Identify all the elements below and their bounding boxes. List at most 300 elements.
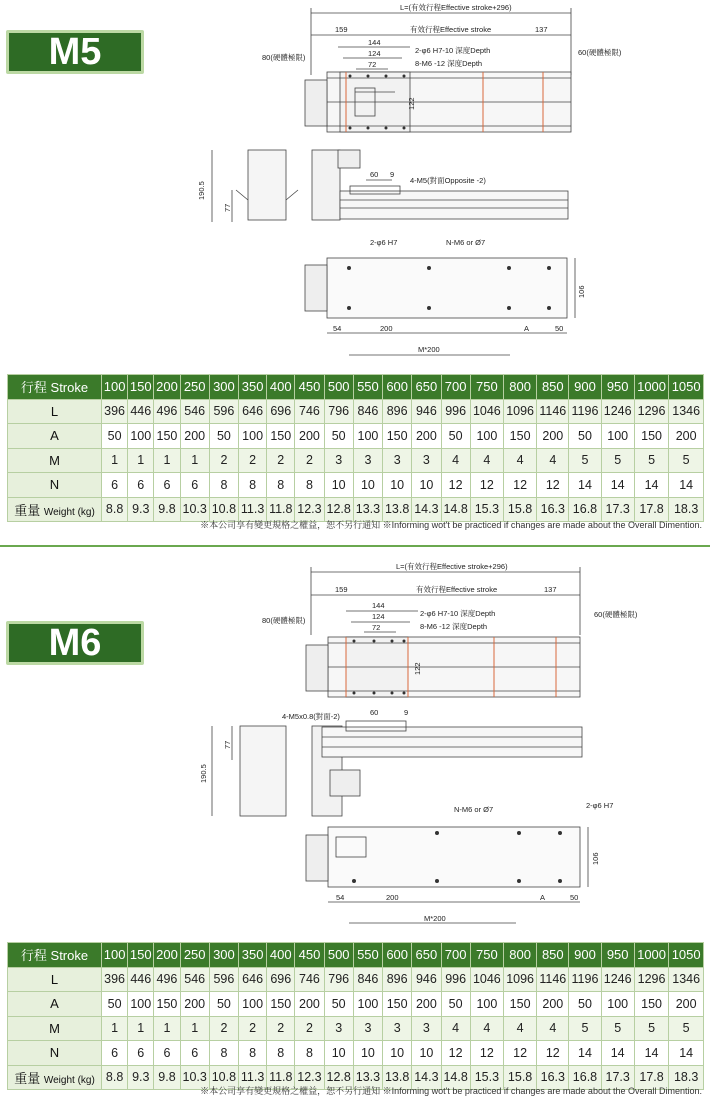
section-m5 bbox=[0, 0, 710, 545]
table-cell: 6 bbox=[128, 473, 154, 498]
row-label: L bbox=[8, 399, 102, 424]
table-cell: 6 bbox=[180, 473, 209, 498]
table-cell: 15.8 bbox=[503, 1065, 536, 1090]
dim-106: 106 bbox=[591, 852, 600, 865]
technical-drawing bbox=[0, 555, 710, 925]
dim-60: 60 bbox=[370, 708, 379, 717]
dim-124: 124 bbox=[368, 49, 381, 58]
table-cell: 17.8 bbox=[634, 497, 669, 522]
table-cell: 100 bbox=[353, 992, 382, 1017]
table-cell: 100 bbox=[239, 992, 267, 1017]
table-cell: 996 bbox=[441, 399, 470, 424]
stroke-cell: 100 bbox=[102, 943, 128, 968]
table-cell: 6 bbox=[180, 1041, 209, 1066]
dim-effective-stroke: 有效行程Effective stroke bbox=[410, 25, 492, 34]
table-cell: 12 bbox=[537, 473, 569, 498]
dim-a: A bbox=[524, 324, 530, 333]
table-cell: 12 bbox=[537, 1041, 569, 1066]
dim-159: 159 bbox=[335, 25, 348, 34]
table-cell: 746 bbox=[295, 967, 324, 992]
table-cell: 150 bbox=[634, 424, 669, 449]
stroke-cell: 1050 bbox=[669, 943, 704, 968]
table-cell: 3 bbox=[412, 448, 441, 473]
table-cell: 1196 bbox=[569, 399, 601, 424]
table-cell: 50 bbox=[441, 424, 470, 449]
row-label: L bbox=[8, 967, 102, 992]
table-cell: 1 bbox=[180, 1016, 209, 1041]
table-cell: 200 bbox=[669, 424, 704, 449]
table-cell: 50 bbox=[324, 424, 353, 449]
table-cell: 100 bbox=[353, 424, 382, 449]
table-cell: 846 bbox=[353, 967, 382, 992]
table-row-m bbox=[8, 1016, 704, 1041]
table-cell: 150 bbox=[503, 424, 536, 449]
callout-hole-a: 2-φ6 H7-10 深度Depth bbox=[415, 46, 491, 55]
dim-122: 122 bbox=[413, 662, 422, 675]
table-cell: 1 bbox=[128, 448, 154, 473]
stroke-cell: 150 bbox=[128, 943, 154, 968]
table-cell: 6 bbox=[154, 473, 180, 498]
table-cell: 10 bbox=[383, 473, 412, 498]
table-cell: 1146 bbox=[537, 399, 569, 424]
table-cell: 100 bbox=[470, 424, 503, 449]
table-cell: 15.8 bbox=[503, 497, 536, 522]
callout-side-hole: 4-M5(對面Opposite -2) bbox=[410, 176, 486, 185]
row-label: A bbox=[8, 992, 102, 1017]
stroke-cell: 500 bbox=[324, 375, 353, 400]
dim-60: 60 bbox=[370, 170, 379, 179]
table-cell: 1 bbox=[154, 1016, 180, 1041]
stroke-header-row bbox=[8, 375, 704, 400]
table-cell: 50 bbox=[569, 424, 601, 449]
callout-base-pin: 2-φ6 H7 bbox=[586, 801, 614, 810]
table-cell: 6 bbox=[102, 1041, 128, 1066]
stroke-label: 行程 Stroke bbox=[8, 375, 102, 400]
table-cell: 1 bbox=[102, 1016, 128, 1041]
dim-pitch: M*200 bbox=[424, 914, 446, 923]
table-cell: 3 bbox=[324, 1016, 353, 1041]
table-cell: 2 bbox=[239, 1016, 267, 1041]
row-label: M bbox=[8, 448, 102, 473]
table-cell: 200 bbox=[295, 992, 324, 1017]
table-cell: 12.3 bbox=[295, 1065, 324, 1090]
dim-159: 159 bbox=[335, 585, 348, 594]
table-cell: 646 bbox=[239, 399, 267, 424]
table-cell: 13.3 bbox=[353, 1065, 382, 1090]
table-cell: 496 bbox=[154, 967, 180, 992]
table-cell: 14.3 bbox=[412, 497, 441, 522]
dim-total-length: L=(有效行程Effective stroke+296) bbox=[400, 3, 512, 12]
model-badge: M6 bbox=[6, 621, 144, 665]
table-cell: 12.3 bbox=[295, 497, 324, 522]
table-cell: 13.8 bbox=[383, 497, 412, 522]
stroke-cell: 450 bbox=[295, 375, 324, 400]
stroke-cell: 650 bbox=[412, 375, 441, 400]
table-cell: 6 bbox=[154, 1041, 180, 1066]
row-label bbox=[8, 1065, 102, 1090]
table-cell: 100 bbox=[601, 992, 634, 1017]
table-cell: 150 bbox=[154, 424, 180, 449]
dim-9: 9 bbox=[404, 708, 409, 717]
dim-54: 54 bbox=[336, 893, 345, 902]
stroke-cell: 350 bbox=[239, 943, 267, 968]
table-cell: 1 bbox=[180, 448, 209, 473]
table-row-l bbox=[8, 967, 704, 992]
table-cell: 1146 bbox=[537, 967, 569, 992]
stroke-cell: 750 bbox=[470, 375, 503, 400]
stroke-cell: 900 bbox=[569, 375, 601, 400]
table-cell: 10.8 bbox=[209, 497, 238, 522]
table-cell: 5 bbox=[669, 1016, 704, 1041]
table-cell: 14 bbox=[634, 473, 669, 498]
table-cell: 13.8 bbox=[383, 1065, 412, 1090]
stroke-cell: 500 bbox=[324, 943, 353, 968]
weight-label-small: Weight (kg) bbox=[43, 1074, 95, 1086]
table-cell: 9.3 bbox=[128, 1065, 154, 1090]
dim-pitch: M*200 bbox=[418, 345, 440, 354]
table-cell: 696 bbox=[267, 967, 295, 992]
table-cell: 50 bbox=[102, 992, 128, 1017]
table-cell: 11.8 bbox=[267, 497, 295, 522]
table-row-n bbox=[8, 1041, 704, 1066]
table-cell: 18.3 bbox=[669, 497, 704, 522]
table-cell: 8 bbox=[209, 473, 238, 498]
table-cell: 9.8 bbox=[154, 1065, 180, 1090]
table-cell: 596 bbox=[209, 399, 238, 424]
callout-hole-b: 8-M6 -12 深度Depth bbox=[415, 59, 483, 68]
stroke-cell: 300 bbox=[209, 943, 238, 968]
table-cell: 200 bbox=[180, 424, 209, 449]
table-cell: 17.3 bbox=[601, 497, 634, 522]
table-cell: 9.3 bbox=[128, 497, 154, 522]
stroke-cell: 850 bbox=[537, 375, 569, 400]
stroke-label: 行程 Stroke bbox=[8, 943, 102, 968]
stroke-cell: 100 bbox=[102, 375, 128, 400]
dim-106: 106 bbox=[577, 285, 586, 298]
table-row-l bbox=[8, 399, 704, 424]
stroke-cell: 550 bbox=[353, 943, 382, 968]
table-cell: 8 bbox=[267, 473, 295, 498]
table-cell: 200 bbox=[412, 424, 441, 449]
dim-144: 144 bbox=[372, 601, 385, 610]
stroke-cell: 200 bbox=[154, 375, 180, 400]
table-cell: 8 bbox=[239, 473, 267, 498]
table-cell: 5 bbox=[601, 448, 634, 473]
table-cell: 1046 bbox=[470, 967, 503, 992]
table-cell: 3 bbox=[383, 448, 412, 473]
dim-144: 144 bbox=[368, 38, 381, 47]
table-cell: 14.8 bbox=[441, 1065, 470, 1090]
table-cell: 15.3 bbox=[470, 497, 503, 522]
table-cell: 2 bbox=[267, 448, 295, 473]
stroke-cell: 700 bbox=[441, 943, 470, 968]
table-cell: 10 bbox=[324, 1041, 353, 1066]
table-row-m bbox=[8, 448, 704, 473]
table-cell: 1346 bbox=[669, 967, 704, 992]
table-row-a bbox=[8, 992, 704, 1017]
table-cell: 150 bbox=[267, 992, 295, 1017]
dim-50: 50 bbox=[555, 324, 564, 333]
stroke-cell: 1050 bbox=[669, 375, 704, 400]
table-cell: 10 bbox=[412, 1041, 441, 1066]
table-cell: 896 bbox=[383, 399, 412, 424]
callout-hole-a: 2-φ6 H7-10 深度Depth bbox=[420, 609, 496, 618]
table-cell: 546 bbox=[180, 399, 209, 424]
stroke-cell: 300 bbox=[209, 375, 238, 400]
dim-190: 190.5 bbox=[197, 181, 206, 200]
table-cell: 16.8 bbox=[569, 497, 601, 522]
table-row-n bbox=[8, 473, 704, 498]
table-cell: 14.3 bbox=[412, 1065, 441, 1090]
table-cell: 396 bbox=[102, 399, 128, 424]
table-cell: 446 bbox=[128, 399, 154, 424]
table-cell: 596 bbox=[209, 967, 238, 992]
row-label: M bbox=[8, 1016, 102, 1041]
spec-table bbox=[7, 942, 704, 1090]
table-cell: 4 bbox=[503, 1016, 536, 1041]
stroke-cell: 950 bbox=[601, 943, 634, 968]
table-row-a bbox=[8, 424, 704, 449]
model-badge: M5 bbox=[6, 30, 144, 74]
dim-200: 200 bbox=[386, 893, 399, 902]
table-cell: 10.8 bbox=[209, 1065, 238, 1090]
table-cell: 1096 bbox=[503, 967, 536, 992]
callout-side-hole: 4-M5x0.8(對面-2) bbox=[282, 712, 340, 721]
dim-77: 77 bbox=[223, 203, 232, 212]
table-cell: 12 bbox=[503, 1041, 536, 1066]
stroke-cell: 550 bbox=[353, 375, 382, 400]
table-cell: 946 bbox=[412, 399, 441, 424]
table-cell: 4 bbox=[503, 448, 536, 473]
section-m6 bbox=[0, 555, 710, 1100]
table-cell: 1046 bbox=[470, 399, 503, 424]
table-cell: 1196 bbox=[569, 967, 601, 992]
table-cell: 12 bbox=[470, 1041, 503, 1066]
table-cell: 11.8 bbox=[267, 1065, 295, 1090]
table-cell: 150 bbox=[383, 992, 412, 1017]
table-cell: 18.3 bbox=[669, 1065, 704, 1090]
table-cell: 16.3 bbox=[537, 497, 569, 522]
stroke-cell: 650 bbox=[412, 943, 441, 968]
row-label: N bbox=[8, 473, 102, 498]
table-cell: 17.3 bbox=[601, 1065, 634, 1090]
table-cell: 496 bbox=[154, 399, 180, 424]
table-cell: 896 bbox=[383, 967, 412, 992]
table-cell: 16.3 bbox=[537, 1065, 569, 1090]
right-limit-label: 60(硬體極限) bbox=[594, 610, 638, 619]
table-cell: 4 bbox=[470, 1016, 503, 1041]
table-cell: 4 bbox=[537, 448, 569, 473]
table-cell: 10.3 bbox=[180, 497, 209, 522]
table-cell: 14 bbox=[569, 473, 601, 498]
table-cell: 50 bbox=[324, 992, 353, 1017]
table-cell: 1246 bbox=[601, 399, 634, 424]
table-cell: 9.8 bbox=[154, 497, 180, 522]
left-limit-label: 80(硬體極限) bbox=[262, 53, 306, 62]
stroke-cell: 400 bbox=[267, 375, 295, 400]
stroke-cell: 600 bbox=[383, 943, 412, 968]
table-cell: 15.3 bbox=[470, 1065, 503, 1090]
table-cell: 14 bbox=[669, 473, 704, 498]
table-cell: 746 bbox=[295, 399, 324, 424]
spec-table bbox=[7, 374, 704, 522]
dim-122: 122 bbox=[407, 97, 416, 110]
table-cell: 12 bbox=[441, 1041, 470, 1066]
table-cell: 8 bbox=[239, 1041, 267, 1066]
table-cell: 12.8 bbox=[324, 1065, 353, 1090]
table-cell: 396 bbox=[102, 967, 128, 992]
table-cell: 4 bbox=[470, 448, 503, 473]
dim-total-length: L=(有效行程Effective stroke+296) bbox=[396, 562, 508, 571]
stroke-cell: 150 bbox=[128, 375, 154, 400]
callout-base-hole: N-M6 or Ø7 bbox=[454, 805, 494, 814]
row-label bbox=[8, 497, 102, 522]
dim-72: 72 bbox=[368, 60, 377, 69]
table-cell: 100 bbox=[601, 424, 634, 449]
table-cell: 8.8 bbox=[102, 497, 128, 522]
stroke-cell: 250 bbox=[180, 375, 209, 400]
stroke-cell: 700 bbox=[441, 375, 470, 400]
dim-50: 50 bbox=[570, 893, 579, 902]
table-cell: 8 bbox=[295, 473, 324, 498]
stroke-cell: 750 bbox=[470, 943, 503, 968]
table-cell: 50 bbox=[209, 992, 238, 1017]
table-cell: 1296 bbox=[634, 967, 669, 992]
table-cell: 14 bbox=[669, 1041, 704, 1066]
table-cell: 8 bbox=[209, 1041, 238, 1066]
table-cell: 200 bbox=[537, 992, 569, 1017]
dim-137: 137 bbox=[544, 585, 557, 594]
table-cell: 696 bbox=[267, 399, 295, 424]
table-cell: 50 bbox=[209, 424, 238, 449]
dim-9: 9 bbox=[390, 170, 395, 179]
table-cell: 14 bbox=[569, 1041, 601, 1066]
table-cell: 10.3 bbox=[180, 1065, 209, 1090]
table-cell: 100 bbox=[239, 424, 267, 449]
table-cell: 14 bbox=[601, 1041, 634, 1066]
dim-72: 72 bbox=[372, 623, 381, 632]
table-cell: 5 bbox=[634, 448, 669, 473]
stroke-cell: 1000 bbox=[634, 943, 669, 968]
table-cell: 5 bbox=[569, 1016, 601, 1041]
callout-base-hole: N-M6 or Ø7 bbox=[446, 238, 486, 247]
dim-190: 190.5 bbox=[199, 764, 208, 783]
weight-label: 重量 bbox=[14, 1070, 41, 1086]
table-cell: 10 bbox=[383, 1041, 412, 1066]
dim-137: 137 bbox=[535, 25, 548, 34]
disclaimer-note: ※本公司享有變更規格之權益，恕不另行通知 ※Informing wot't be practiced if changes are made about the Overall Dimention. bbox=[200, 520, 702, 530]
table-cell: 2 bbox=[209, 448, 238, 473]
table-cell: 6 bbox=[128, 1041, 154, 1066]
table-cell: 100 bbox=[128, 424, 154, 449]
table-cell: 10 bbox=[353, 1041, 382, 1066]
table-cell: 5 bbox=[669, 448, 704, 473]
stroke-cell: 800 bbox=[503, 943, 536, 968]
stroke-cell: 950 bbox=[601, 375, 634, 400]
table-cell: 14 bbox=[601, 473, 634, 498]
table-cell: 11.3 bbox=[239, 497, 267, 522]
stroke-cell: 400 bbox=[267, 943, 295, 968]
dim-54: 54 bbox=[333, 324, 342, 333]
table-cell: 4 bbox=[441, 448, 470, 473]
stroke-cell: 900 bbox=[569, 943, 601, 968]
callout-base-pin: 2-φ6 H7 bbox=[370, 238, 398, 247]
table-cell: 10 bbox=[353, 473, 382, 498]
callout-hole-b: 8-M6 -12 深度Depth bbox=[420, 622, 488, 631]
table-cell: 6 bbox=[102, 473, 128, 498]
table-cell: 100 bbox=[470, 992, 503, 1017]
table-cell: 3 bbox=[353, 448, 382, 473]
table-cell: 50 bbox=[569, 992, 601, 1017]
table-cell: 4 bbox=[537, 1016, 569, 1041]
table-cell: 150 bbox=[383, 424, 412, 449]
row-label: A bbox=[8, 424, 102, 449]
table-cell: 446 bbox=[128, 967, 154, 992]
disclaimer-note: ※本公司享有變更規格之權益，恕不另行通知 ※Informing wot't be practiced if changes are made about the Overall Dimention. bbox=[200, 1086, 702, 1096]
table-cell: 3 bbox=[324, 448, 353, 473]
row-label: N bbox=[8, 1041, 102, 1066]
table-cell: 200 bbox=[412, 992, 441, 1017]
table-cell: 200 bbox=[180, 992, 209, 1017]
table-cell: 100 bbox=[128, 992, 154, 1017]
table-cell: 5 bbox=[569, 448, 601, 473]
table-cell: 150 bbox=[267, 424, 295, 449]
table-cell: 11.3 bbox=[239, 1065, 267, 1090]
stroke-cell: 1000 bbox=[634, 375, 669, 400]
table-cell: 2 bbox=[267, 1016, 295, 1041]
table-cell: 10 bbox=[412, 473, 441, 498]
table-cell: 8 bbox=[295, 1041, 324, 1066]
table-cell: 150 bbox=[503, 992, 536, 1017]
table-cell: 13.3 bbox=[353, 497, 382, 522]
table-cell: 546 bbox=[180, 967, 209, 992]
table-cell: 5 bbox=[634, 1016, 669, 1041]
right-limit-label: 60(硬體極限) bbox=[578, 48, 622, 57]
table-cell: 1246 bbox=[601, 967, 634, 992]
table-cell: 846 bbox=[353, 399, 382, 424]
table-cell: 200 bbox=[537, 424, 569, 449]
table-cell: 946 bbox=[412, 967, 441, 992]
table-cell: 4 bbox=[441, 1016, 470, 1041]
table-cell: 16.8 bbox=[569, 1065, 601, 1090]
dim-124: 124 bbox=[372, 612, 385, 621]
table-cell: 1 bbox=[154, 448, 180, 473]
table-cell: 17.8 bbox=[634, 1065, 669, 1090]
dim-effective-stroke: 有效行程Effective stroke bbox=[416, 585, 498, 594]
table-cell: 3 bbox=[412, 1016, 441, 1041]
stroke-cell: 350 bbox=[239, 375, 267, 400]
table-cell: 50 bbox=[441, 992, 470, 1017]
stroke-cell: 800 bbox=[503, 375, 536, 400]
table-cell: 646 bbox=[239, 967, 267, 992]
table-cell: 1096 bbox=[503, 399, 536, 424]
table-cell: 14 bbox=[634, 1041, 669, 1066]
table-cell: 50 bbox=[102, 424, 128, 449]
table-cell: 996 bbox=[441, 967, 470, 992]
table-cell: 5 bbox=[601, 1016, 634, 1041]
table-cell: 3 bbox=[353, 1016, 382, 1041]
table-cell: 796 bbox=[324, 399, 353, 424]
table-cell: 796 bbox=[324, 967, 353, 992]
section-divider bbox=[0, 545, 710, 547]
stroke-cell: 200 bbox=[154, 943, 180, 968]
weight-label-small: Weight (kg) bbox=[43, 506, 95, 518]
table-cell: 2 bbox=[295, 448, 324, 473]
table-cell: 3 bbox=[383, 1016, 412, 1041]
table-cell: 2 bbox=[295, 1016, 324, 1041]
table-cell: 14.8 bbox=[441, 497, 470, 522]
dim-200: 200 bbox=[380, 324, 393, 333]
